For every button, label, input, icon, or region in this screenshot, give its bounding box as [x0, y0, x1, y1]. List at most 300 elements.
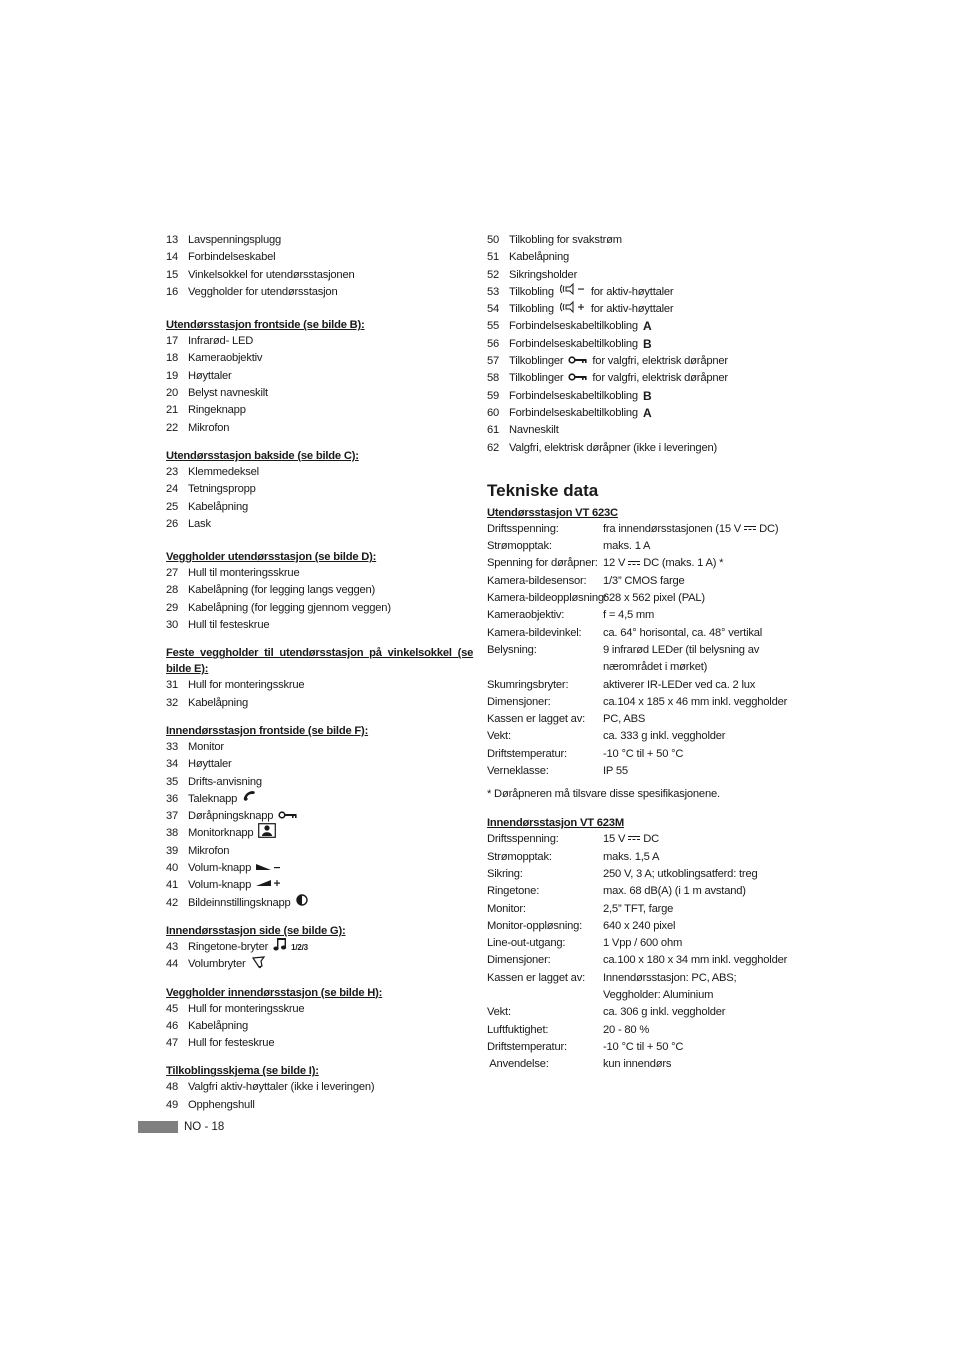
dc-symbol-icon [744, 526, 756, 532]
item-number: 39 [166, 844, 179, 857]
key-icon [568, 370, 588, 387]
spec-label: Belysning: [487, 643, 537, 656]
list-item [166, 877, 466, 894]
item-number: 62 [487, 441, 500, 454]
item-after: for valgfri, elektrisk døråpner [592, 372, 728, 385]
item-text [188, 481, 256, 498]
item-number: 52 [487, 268, 500, 281]
item-text [509, 353, 728, 370]
list-item [166, 582, 466, 599]
spec-value [603, 711, 797, 728]
item-text [188, 774, 262, 791]
key-icon [568, 353, 588, 370]
section-heading: Veggholder utendørsstasjon (se bilde D): [166, 551, 377, 564]
item-number: 21 [166, 404, 179, 417]
spec-value-text: 9 infrarød LEDer (til belysning av nærområdet i mørket) [603, 643, 760, 674]
list-item [166, 791, 466, 808]
page-number: NO - 18 [184, 1121, 225, 1133]
list-item [166, 895, 466, 912]
list-item [166, 808, 466, 825]
list-item [166, 499, 466, 516]
spec-value [603, 677, 797, 694]
item-number: 17 [166, 335, 179, 348]
item-text [188, 600, 391, 617]
spec-value [603, 831, 797, 848]
item-text [188, 350, 262, 367]
spec-label: Monitor: [487, 902, 526, 915]
item-text [188, 402, 246, 419]
item-number: 61 [487, 424, 500, 437]
item-number: 27 [166, 567, 179, 580]
spec-heading: Innendørsstasjon VT 623M [487, 817, 624, 830]
item-label: Klemmedeksel [188, 465, 259, 478]
spec-value [603, 642, 797, 677]
item-label: Valgfri aktiv-høyttaler (ikke i leveringen) [188, 1081, 375, 1094]
section-sec-c [166, 448, 466, 533]
item-number: 19 [166, 369, 179, 382]
spec-value [603, 607, 797, 624]
item-label: Monitor [188, 740, 224, 753]
spec-value-text: max. 68 dB(A) (i 1 m avstand) [603, 885, 746, 898]
item-label: Forbindelseskabeltilkobling [509, 337, 638, 350]
spec-row [487, 952, 797, 969]
list-item [487, 388, 797, 405]
list-item [487, 249, 797, 266]
list-item [487, 405, 797, 422]
spec-table-outdoor [487, 505, 797, 803]
item-number: 56 [487, 337, 500, 350]
item-label: Veggholder for utendørsstasjon [188, 285, 338, 298]
item-number: 43 [166, 940, 179, 953]
spec-table-indoor [487, 815, 797, 1073]
spec-row [487, 901, 797, 918]
list-item [487, 422, 797, 439]
spec-value-text: ca. 306 g inkl. veggholder [603, 1006, 726, 1019]
spec-label: Dimensjoner: [487, 954, 551, 967]
item-label: Hull til festeskrue [188, 619, 270, 632]
item-text [188, 333, 253, 350]
list-item [487, 301, 797, 318]
section-sec-i [166, 1063, 466, 1114]
item-label: Tilkobling [509, 303, 554, 316]
item-text [188, 516, 211, 533]
spec-value [603, 590, 797, 607]
item-number: 32 [166, 696, 179, 709]
item-text [509, 388, 651, 405]
item-text [188, 895, 308, 912]
item-label: Forbindelseskabeltilkobling [509, 320, 638, 333]
item-label: Sikringsholder [509, 268, 578, 281]
spec-value [603, 952, 797, 969]
spec-label: Spenning for døråpner: [487, 557, 598, 570]
item-label: Drifts-anvisning [188, 775, 262, 788]
item-suffix: 1/2/3 [291, 942, 308, 952]
item-text [188, 565, 299, 582]
item-text [188, 464, 259, 481]
list-item [166, 333, 466, 350]
item-number: 42 [166, 896, 179, 909]
spec-value [603, 918, 797, 935]
spec-row [487, 849, 797, 866]
list-item [166, 677, 466, 694]
spec-value [603, 538, 797, 555]
item-label: Kameraobjektiv [188, 352, 263, 365]
spec-row [487, 918, 797, 935]
spec-value-text: IP 55 [603, 765, 628, 778]
section-sec-d [166, 549, 466, 634]
item-text [188, 877, 282, 894]
list-item [166, 249, 466, 266]
item-number: 38 [166, 827, 179, 840]
item-number: 59 [487, 389, 500, 402]
item-label: Infrarød- LED [188, 335, 254, 348]
list-item [166, 232, 466, 249]
connector-letter: B [642, 388, 652, 403]
item-label: Kabelåpning [188, 500, 249, 513]
spec-label: Strømopptak: [487, 540, 552, 553]
spec-value [603, 866, 797, 883]
item-label: Mikrofon [188, 421, 230, 434]
item-text [188, 956, 267, 973]
item-label: Opphengshull [188, 1098, 255, 1111]
spec-row [487, 883, 797, 900]
volume-up-icon [256, 877, 282, 894]
list-item [166, 368, 466, 385]
spec-value-text: PC, ABS [603, 713, 646, 726]
spec-row [487, 694, 797, 711]
item-label: Hull for festeskrue [188, 1037, 275, 1050]
item-text [509, 318, 651, 335]
spec-label: Driftstemperatur: [487, 747, 567, 760]
list-item [166, 1001, 466, 1018]
spec-value-text: -10 °C til + 50 °C [603, 747, 684, 760]
spec-label: Vekt: [487, 1006, 511, 1019]
item-label: Ringeknapp [188, 404, 246, 417]
item-number: 54 [487, 303, 500, 316]
spec-label: Driftstemperatur: [487, 1040, 567, 1053]
item-label: Kabelåpning [188, 1019, 249, 1032]
footnote: * Døråpneren må tilsvare disse spesifikasjonene. [487, 788, 720, 801]
spec-value-text: 628 x 562 pixel (PAL) [603, 592, 705, 605]
item-label: Lask [188, 517, 211, 530]
right-column [487, 232, 797, 1073]
spec-value-text: 250 V, 3 A; utkoblingsatferd: treg [603, 867, 758, 880]
spec-label: Line-out-utgang: [487, 937, 566, 950]
item-label: Forbindelseskabel [188, 251, 276, 264]
item-text [188, 385, 268, 402]
dc-symbol-icon [628, 561, 640, 567]
list-item [166, 739, 466, 756]
phone-handset-icon [242, 790, 258, 808]
item-label: Kabelåpning [509, 251, 570, 264]
speaker-plus-icon [559, 301, 587, 319]
list-item [487, 284, 797, 301]
item-text [188, 1018, 248, 1035]
item-number: 48 [166, 1081, 179, 1094]
item-label: Navneskilt [509, 424, 559, 437]
spec-row [487, 1039, 797, 1056]
item-text [188, 808, 298, 825]
spec-value-text: ca. 64° horisontal, ca. 48° vertikal [603, 626, 763, 639]
item-number: 41 [166, 879, 179, 892]
section-sec-h [166, 985, 466, 1053]
item-text [188, 860, 282, 877]
item-label: Høyttaler [188, 758, 232, 771]
section-sec-g [166, 923, 466, 974]
item-text [188, 582, 375, 599]
item-label: Valgfri, elektrisk døråpner (ikke i leveringen) [509, 441, 718, 454]
contrast-icon [296, 894, 308, 912]
spec-value [603, 746, 797, 763]
spec-label: Ringetone: [487, 885, 540, 898]
spec-value [603, 1004, 797, 1021]
spec-row [487, 642, 797, 677]
spec-value [603, 573, 797, 590]
item-text [188, 825, 276, 842]
item-label: Tilkobling [509, 285, 554, 298]
list-item [166, 284, 466, 301]
list-item [166, 617, 466, 634]
item-number: 45 [166, 1002, 179, 1015]
spec-row [487, 970, 797, 1005]
spec-value [603, 728, 797, 745]
item-number: 37 [166, 810, 179, 823]
item-number: 44 [166, 958, 179, 971]
item-text [188, 420, 229, 437]
connector-letter: A [642, 319, 652, 334]
list-item [166, 825, 466, 842]
spec-row [487, 831, 797, 848]
spec-value-text: maks. 1 A [603, 540, 651, 553]
list-item [166, 1018, 466, 1035]
list-item [166, 565, 466, 582]
section-sec-e [166, 645, 474, 712]
item-number: 53 [487, 285, 500, 298]
spec-value [603, 1056, 797, 1073]
item-label: Mikrofon [188, 844, 230, 857]
list-item [166, 956, 466, 973]
item-number: 29 [166, 601, 179, 614]
item-number: 13 [166, 234, 179, 246]
section-sec-f [166, 723, 466, 912]
item-label: Ringetone-bryter [188, 940, 269, 953]
spec-value [603, 901, 797, 918]
item-after: for valgfri, elektrisk døråpner [592, 355, 728, 368]
list-item [487, 267, 797, 284]
item-text [509, 301, 673, 318]
item-label: Høyttaler [188, 369, 232, 382]
item-number: 18 [166, 352, 179, 365]
item-text [188, 232, 281, 249]
spec-value-text: DC [643, 833, 659, 846]
item-label: Volum-knapp [188, 862, 252, 875]
item-number: 36 [166, 792, 179, 805]
item-text [509, 249, 569, 266]
item-number: 34 [166, 758, 179, 771]
spec-row [487, 935, 797, 952]
spec-row [487, 573, 797, 590]
item-number: 23 [166, 465, 179, 478]
spec-value-text: 15 V [603, 833, 626, 846]
spec-row [487, 677, 797, 694]
spec-row [487, 866, 797, 883]
footer-bar [138, 1121, 178, 1133]
list-item [487, 232, 797, 249]
spec-value-text: 12 V [603, 557, 626, 570]
item-label: Volumbryter [188, 958, 246, 971]
list-item [166, 600, 466, 617]
spec-value-text: aktiverer IR-LEDer ved ca. 2 lux [603, 678, 756, 691]
list-item [166, 939, 466, 956]
item-text [509, 284, 673, 301]
left-column [166, 232, 474, 1114]
spec-row [487, 590, 797, 607]
item-number: 40 [166, 862, 179, 875]
item-number: 47 [166, 1037, 179, 1050]
item-number: 24 [166, 483, 179, 496]
list-item [166, 756, 466, 773]
list-item [166, 481, 466, 498]
item-label: Tilkoblinger [509, 355, 564, 368]
spec-value [603, 694, 797, 711]
spec-value [603, 625, 797, 642]
item-number: 20 [166, 387, 179, 400]
spec-label: Verneklasse: [487, 765, 549, 778]
list-item [166, 350, 466, 367]
item-text [509, 232, 622, 249]
item-number: 26 [166, 517, 179, 530]
spec-label: Kameraobjektiv: [487, 609, 565, 622]
spec-label: Luftfuktighet: [487, 1023, 549, 1036]
spec-value-text: 1 Vpp / 600 ohm [603, 937, 683, 950]
item-label: Hull for monteringsskrue [188, 679, 305, 692]
spec-value-text: ca.100 x 180 x 34 mm inkl. veggholder [603, 954, 788, 967]
item-text [188, 1079, 374, 1096]
item-label: Forbindelseskabeltilkobling [509, 406, 638, 419]
section-heading: Veggholder innendørsstasjon (se bilde H): [166, 986, 383, 999]
list-item [166, 1097, 466, 1114]
item-number: 31 [166, 679, 179, 692]
section-heading-line: Feste veggholder til utendørsstasjon på vinkelsokkel (se [166, 647, 474, 660]
item-label: Vinkelsokkel for utendørsstasjonen [188, 268, 355, 281]
list-item [487, 370, 797, 387]
item-number: 55 [487, 320, 500, 333]
item-text [188, 791, 258, 808]
item-label: Kabelåpning (for legging gjennom veggen) [188, 601, 391, 614]
spec-value-text: Innendørsstasjon: PC, ABS; [603, 971, 737, 984]
speaker-minus-icon [559, 283, 587, 301]
item-text [188, 1035, 274, 1052]
list-item [166, 1079, 466, 1096]
spec-row [487, 521, 797, 538]
item-label: Bildeinnstillingsknapp [188, 896, 291, 909]
list-item [166, 695, 466, 712]
item-text [188, 499, 248, 516]
item-label: Volum-knapp [188, 879, 252, 892]
spec-value-text: f = 4,5 mm [603, 609, 655, 622]
key-icon [278, 808, 298, 825]
spec-label: Vekt: [487, 730, 511, 743]
spec-label: Kamera-bildevinkel: [487, 626, 582, 639]
item-text [188, 617, 269, 634]
spec-row [487, 746, 797, 763]
list-item [487, 336, 797, 353]
page-footer [138, 1121, 224, 1133]
spec-value [603, 883, 797, 900]
section-sec-b [166, 317, 466, 437]
item-number: 50 [487, 234, 500, 246]
spec-label: Driftsspenning: [487, 522, 559, 535]
item-after: for aktiv-høyttaler [590, 303, 674, 316]
spec-value [603, 763, 797, 780]
spec-value [603, 849, 797, 866]
spec-label: Sikring: [487, 867, 523, 880]
item-label: Tetningspropp [188, 483, 256, 496]
spec-value [603, 1039, 797, 1056]
spec-label: Kamera-bildesensor: [487, 574, 587, 587]
item-number: 57 [487, 355, 500, 368]
item-label: Hull til monteringsskrue [188, 567, 300, 580]
section-heading: Innendørsstasjon side (se bilde G): [166, 924, 346, 937]
item-text [509, 440, 717, 457]
list-item [166, 464, 466, 481]
item-text [509, 267, 577, 284]
list-item [487, 318, 797, 335]
item-label: Tilkobling for svakstrøm [509, 234, 622, 246]
spec-row [487, 555, 797, 572]
item-text [188, 249, 275, 266]
item-number: 28 [166, 584, 179, 597]
connector-letter: A [642, 405, 652, 420]
item-label: Belyst navneskilt [188, 387, 268, 400]
item-number: 33 [166, 740, 179, 753]
list-item [166, 402, 466, 419]
bell-icon [251, 955, 267, 975]
spec-value-text: kun innendørs [603, 1058, 672, 1071]
item-text [188, 677, 304, 694]
spec-row [487, 625, 797, 642]
music-note-icon [273, 937, 289, 957]
list-item [166, 420, 466, 437]
item-text [188, 267, 355, 284]
spec-row [487, 1022, 797, 1039]
spec-label: Dimensjoner: [487, 695, 551, 708]
spec-value-text: Veggholder: Aluminium [603, 988, 714, 1001]
spec-label: Kassen er lagget av: [487, 971, 585, 984]
item-number: 51 [487, 251, 500, 264]
spec-label: Monitor-oppløsning: [487, 919, 583, 932]
section-heading-line: bilde E): [166, 663, 209, 676]
item-number: 49 [166, 1098, 179, 1111]
connector-letter: B [642, 336, 652, 351]
spec-row [487, 763, 797, 780]
section-heading: Utendørsstasjon frontside (se bilde B): [166, 319, 365, 332]
item-text [188, 284, 337, 301]
item-text [188, 756, 232, 773]
spec-label: Kassen er lagget av: [487, 713, 585, 726]
spec-row [487, 728, 797, 745]
item-number: 16 [166, 285, 179, 298]
item-text [509, 405, 651, 422]
section-heading: Tilkoblingsskjema (se bilde I): [166, 1065, 319, 1078]
item-text [188, 368, 232, 385]
item-text [188, 939, 308, 956]
item-text [188, 695, 248, 712]
spec-value-text: DC (maks. 1 A) * [643, 557, 724, 570]
list-item [487, 353, 797, 370]
dc-symbol-icon [628, 836, 640, 842]
spec-row [487, 1056, 797, 1073]
